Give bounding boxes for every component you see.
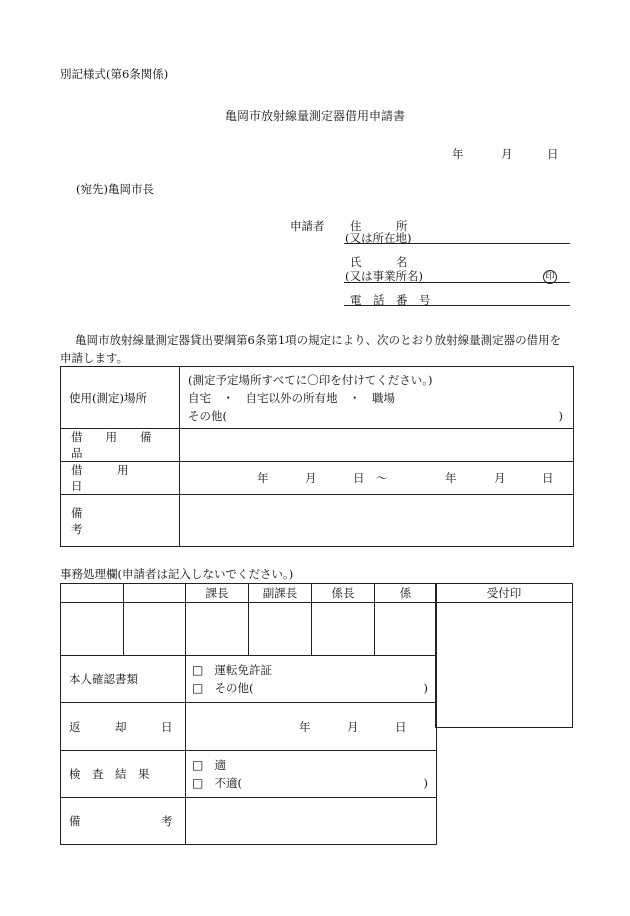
office-caption: 事務処理欄(申請者は記入しないでください。) xyxy=(60,567,294,581)
place-options: 自宅 ・ 自宅以外の所有地 ・ 職場 xyxy=(188,390,395,405)
checkbox-icon: □ xyxy=(192,776,204,790)
stamp-cell-4[interactable] xyxy=(249,603,312,656)
reception-stamp-table xyxy=(435,583,573,728)
blank-header-1 xyxy=(61,584,124,603)
blank-header-2 xyxy=(124,584,186,603)
date-year: 年 xyxy=(452,147,464,161)
place-cell[interactable] xyxy=(180,367,574,429)
addressee: (宛先)亀岡市長 xyxy=(76,182,154,196)
phone-label: 電 話 番 号 xyxy=(350,293,431,307)
remarks-label-cell xyxy=(61,495,180,547)
office-remarks-label: 備 考 xyxy=(69,814,173,828)
name-label: 氏 名 xyxy=(350,255,408,269)
reception-stamp-cell[interactable] xyxy=(436,603,573,728)
id-label-cell xyxy=(61,656,186,703)
header-section-chief: 課長 xyxy=(186,584,249,603)
inspection-label-cell xyxy=(61,751,186,798)
statement-line2: 申請します。 xyxy=(60,351,129,365)
borrow-date-row xyxy=(180,470,573,486)
borrow-year: 年 xyxy=(257,471,269,485)
return-day: 日 xyxy=(542,471,554,485)
return-year: 年 xyxy=(445,471,457,485)
header-subsection-chief: 係長 xyxy=(312,584,375,603)
checkbox-icon: □ xyxy=(192,758,204,772)
borrow-day: 日 xyxy=(353,471,365,485)
id-docs-cell[interactable] xyxy=(186,656,437,703)
checkbox-icon: □ xyxy=(192,663,204,677)
seal-label: 印 xyxy=(543,270,557,284)
equipment-label-cell xyxy=(61,429,180,462)
date-day: 日 xyxy=(547,147,559,161)
id-option-other[interactable]: □ その他( ) xyxy=(192,681,428,695)
office-table xyxy=(60,583,437,845)
date-month: 月 xyxy=(501,147,513,161)
equipment-cell[interactable] xyxy=(180,429,574,462)
place-other: その他( xyxy=(188,408,227,423)
office-remarks-cell[interactable] xyxy=(186,798,437,845)
name-underline xyxy=(344,282,570,283)
return-label-cell xyxy=(61,703,186,751)
remarks-cell[interactable] xyxy=(180,495,574,547)
borrow-date-label: 借 用 日 xyxy=(71,463,163,493)
inspection-ok[interactable]: □ 適 xyxy=(192,758,226,772)
address-underline xyxy=(344,243,570,244)
id-docs-label: 本人確認書類 xyxy=(69,672,138,686)
form-number: 別記様式(第6条関係) xyxy=(60,67,169,81)
phone-underline xyxy=(344,305,570,306)
header-staff: 係 xyxy=(375,584,437,603)
id-other-close: ) xyxy=(423,681,428,695)
inspection-ng[interactable]: □ 不適( ) xyxy=(192,776,428,790)
equipment-label: 借 用 備 品 xyxy=(71,430,175,460)
return-date-label: 返 却 日 xyxy=(69,719,173,734)
return-date-year: 年 xyxy=(299,719,311,734)
borrow-month: 月 xyxy=(305,471,317,485)
application-table xyxy=(60,366,574,547)
place-other-close: ) xyxy=(558,408,563,423)
office-remarks-label-cell xyxy=(61,798,186,845)
name-sub-label: (又は事業所名) xyxy=(345,269,423,283)
place-other-row xyxy=(188,407,573,425)
return-date-month: 月 xyxy=(347,719,359,734)
address-label: 住 所 xyxy=(350,219,408,233)
stamp-cell-3[interactable] xyxy=(186,603,249,656)
header-deputy-chief: 副課長 xyxy=(249,584,312,603)
applicant-label: 申請者 xyxy=(290,219,325,233)
return-date-day: 日 xyxy=(395,719,407,734)
stamp-cell-6[interactable] xyxy=(375,603,437,656)
statement-line1: 亀岡市放射線量測定器貸出要綱第6条第1項の規定により、次のとおり放射線量測定器の借用を xyxy=(75,333,562,347)
inspection-ng-close: ) xyxy=(423,776,428,790)
return-date-row xyxy=(186,719,436,735)
header-reception-stamp: 受付印 xyxy=(436,584,573,603)
stamp-cell-2[interactable] xyxy=(124,603,186,656)
date-label-cell xyxy=(61,462,180,495)
return-month: 月 xyxy=(494,471,506,485)
stamp-cell-1[interactable] xyxy=(61,603,124,656)
stamp-cell-5[interactable] xyxy=(312,603,375,656)
place-label-cell xyxy=(61,367,180,429)
inspection-cell[interactable] xyxy=(186,751,437,798)
place-label: 使用(測定)場所 xyxy=(69,390,147,405)
inspection-label: 検 査 結 果 xyxy=(69,767,150,781)
remarks-label: 備 考 xyxy=(71,505,163,536)
checkbox-icon: □ xyxy=(192,681,204,695)
date-tilde: ～ xyxy=(376,471,388,485)
place-note: (測定予定場所すべてに〇印を付けてください。) xyxy=(188,372,433,387)
return-date-cell[interactable] xyxy=(186,703,437,751)
id-option-license[interactable]: □ 運転免許証 xyxy=(192,663,272,677)
borrow-date-cell[interactable] xyxy=(180,462,574,495)
address-sub-label: (又は所在地) xyxy=(345,231,412,245)
form-title: 亀岡市放射線量測定器借用申請書 xyxy=(224,109,405,123)
